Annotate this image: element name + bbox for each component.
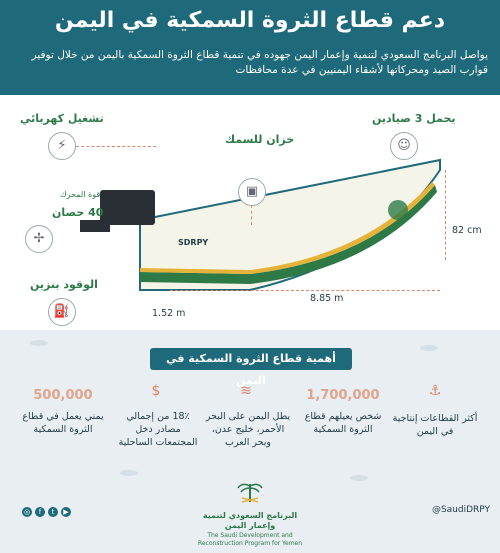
stat-text: 18٪ من إجمالي مصادر دخل المجتمعات الساحلية [118, 411, 198, 448]
page-subtitle: يواصل البرنامج السعودي لتنمية وإعمار اليمن جهوده في تنمية قطاع الثروة السمكية باليمن من خلال توفير قوارب الصيد ومحركاتها لأشقاء اليمنيين في عدة محافظات [31, 49, 488, 76]
width-dimension: 1.52 m [152, 308, 186, 319]
feature-fish-tank: خزان للسمك [225, 133, 295, 146]
palm-emblem-icon [236, 480, 264, 506]
stat-text: أكثر القطاعات إنتاجية في اليمن [392, 413, 478, 437]
fish-pattern [120, 470, 138, 476]
stat-number: 1,700,000 [306, 388, 380, 403]
logo-arabic: البرنامج السعودي لتنمية وإعمار اليمن [202, 511, 298, 530]
importance-title: أهمية قطاع الثروة السمكية في اليمن [150, 348, 352, 370]
feature-capacity: يحمل 3 صيادين [372, 112, 456, 125]
fish-pattern [350, 475, 368, 481]
stat-number: 500,000 [33, 388, 93, 403]
facebook-icon[interactable]: f [35, 507, 45, 517]
feature-fuel: الوقود بنزين [30, 278, 98, 291]
stat-text: يطل اليمن على البحر الأحمر، خليج عدن، وبحر العرب [205, 411, 291, 448]
stat-text: يمني يعمل في قطاع الثروة السمكية [22, 411, 104, 435]
length-dimension: 8.85 m [310, 293, 344, 304]
crate-icon: ▣ [238, 178, 266, 206]
fish-pattern [420, 345, 438, 351]
engine-power-value: 40 حصان [52, 206, 104, 219]
length-line [170, 290, 440, 291]
youtube-icon[interactable]: ▶ [61, 507, 71, 517]
engine-power-label: قوة المحرك [60, 190, 101, 199]
fuel-icon: ⛽ [48, 298, 76, 326]
boat-illustration [80, 150, 450, 300]
fish-pattern [30, 340, 48, 346]
fishermen-icon: ☺ [390, 132, 418, 160]
engine-shaft [80, 220, 110, 232]
electric-icon: ⚡ [48, 132, 76, 160]
twitter-icon[interactable]: t [48, 507, 58, 517]
boat-name: SDRPY [178, 238, 209, 247]
page-title: دعم قطاع الثروة السمكية في اليمن [54, 8, 446, 33]
header-banner [0, 0, 500, 95]
instagram-icon[interactable]: ◎ [23, 508, 31, 516]
fisherman-icon: ⚓ [428, 383, 442, 399]
leader-line [251, 205, 252, 225]
logo-seal-icon [388, 200, 408, 220]
waves-icon: ≋ [240, 383, 252, 399]
propeller-icon: ✢ [25, 225, 53, 253]
social-handle[interactable]: @SaudiDRPY [431, 505, 490, 515]
leader-line [76, 146, 156, 147]
money-bag-icon: $ [151, 383, 161, 399]
boat-engine [100, 190, 155, 225]
logo-english: The Saudi Development and Reconstruction Program for Yemen [197, 532, 303, 547]
stat-text: شخص يعيلهم قطاع الثروة السمكية [304, 411, 382, 435]
height-dimension: 82 cm [452, 225, 482, 236]
height-line [445, 170, 446, 260]
feature-electric: تشغيل كهربائي [20, 112, 104, 125]
